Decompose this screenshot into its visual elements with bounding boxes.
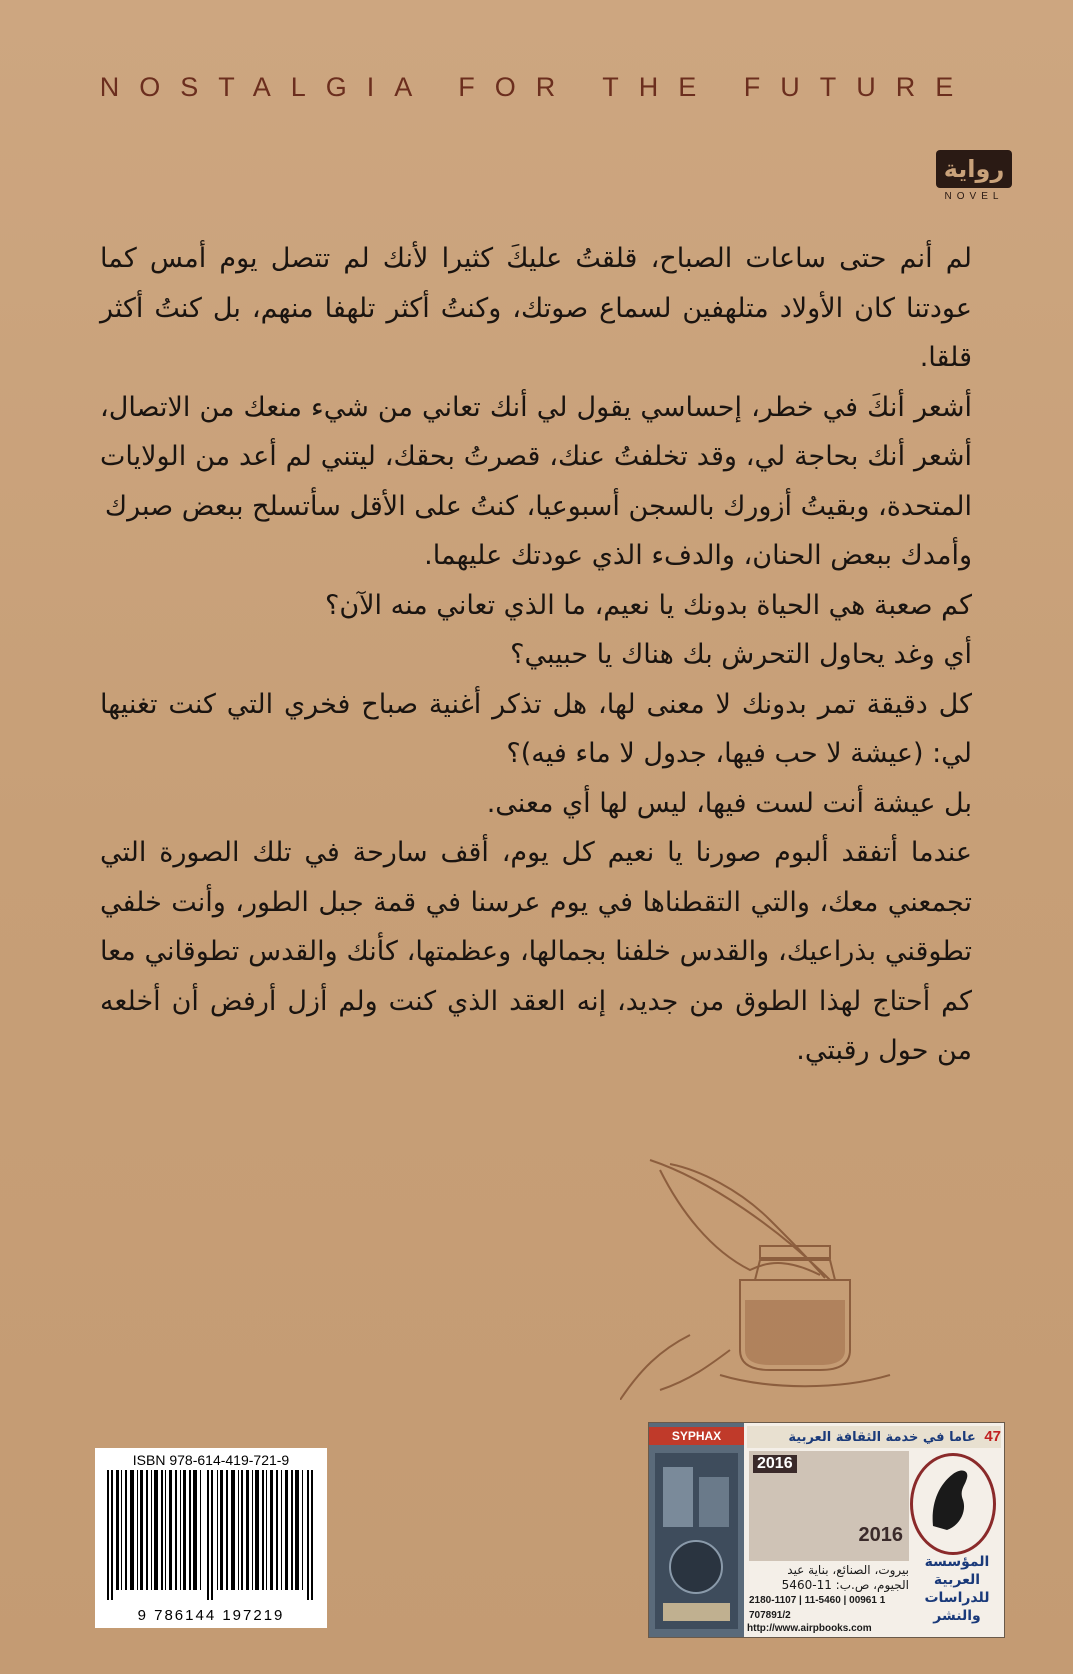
blurb-text <box>100 234 972 1076</box>
horse-emblem-icon <box>913 1456 987 1546</box>
paragraph: كل دقيقة تمر بدونك لا معنى لها، هل تذكر أغنية صباح فخري التي كنت تغنيها لي: (عيشة لا حب فيها، جدول لا ماء فيه)؟ <box>100 688 972 769</box>
publisher-url: http://www.airpbooks.com <box>747 1623 872 1634</box>
paragraph: لم أنم حتى ساعات الصباح، قلقتُ عليكَ كثيرا لأنك لم تتصل يوم أمس كما عودتنا كان الأولاد متلهفين لسماع صوتك، وكنتُ أكثر تلهفا منهم، بل كنتُ أكثر قلقا. <box>100 243 972 373</box>
address-arabic: بيروت، الصنائع، بناية عيد الجيوم، ص.ب: 11-5460 <box>781 1563 909 1592</box>
isbn-barcode <box>95 1448 327 1628</box>
address-phone: 2180-1107 | 11-5460 | 00961 1 707891/2 <box>749 1595 886 1621</box>
paragraph: أشعر أنكَ في خطر، إحساسي يقول لي أنك تعاني من شيء منعك من الاتصال، أشعر أنك بحاجة لي، وقد تخلفتُ عنك، قصرتُ بحقك، ليتني لم أعد من الولايات المتحدة، وبقيتُ أزورك بالسجن أسبوعيا، كنتُ على الأقل سأتسلح ببعض صبرك <box>100 391 972 522</box>
isbn-label: ISBN 978-614-419-721-9 <box>132 1452 290 1468</box>
stamp-year-left: 2016 <box>753 1455 797 1473</box>
ean-digits: 9 786144 197219 <box>137 1607 285 1624</box>
syphax-book-image <box>649 1447 744 1637</box>
publisher-emblem <box>910 1453 996 1555</box>
publisher-banner <box>648 1422 1005 1638</box>
logo-subtitle: NOVEL <box>944 191 1004 202</box>
logo-mark: رواية <box>936 150 1013 188</box>
quill-inkwell-sketch <box>620 1150 920 1400</box>
series-title: NOSTALGIA FOR THE FUTURE <box>99 72 974 102</box>
anniversary-text: عاما في خدمة الثقافة العربية <box>788 1430 976 1445</box>
publisher-name: المؤسسة العربية للدراسات والنشر <box>924 1554 990 1624</box>
anniversary-number: 47 <box>984 1428 1001 1445</box>
syphax-label: SYPHAX <box>649 1427 744 1445</box>
publisher-address <box>749 1563 909 1623</box>
barcode-bars <box>107 1470 315 1600</box>
anniversary-stamp <box>749 1451 909 1561</box>
paragraph: وأمدك ببعض الحنان، والدفء الذي عودتك عليهما. <box>424 540 972 571</box>
paragraph: كم صعبة هي الحياة بدونك يا نعيم، ما الذي تعاني منه الآن؟ <box>325 589 972 621</box>
syphax-panel <box>649 1423 744 1637</box>
publisher-anniversary <box>747 1426 1001 1448</box>
paragraph: عندما أتفقد ألبوم صورنا يا نعيم كل يوم، أقف سارحة في تلك الصورة التي تجمعني معك، والتي التقطناها في يوم عرسنا في قمة جبل الطور، وأنت خلفي تطوقني بذراعيك، والقدس خلفنا بجمالها، وعظمتها، كأنك والقدس تطوقاني معا كم أحتاج لهذا الطوق من جديد، إنه العقد الذي كنت ولم أزل أرفض أن أخلعه من حول رقبتي. <box>100 837 972 1066</box>
stamp-year-right: 2016 <box>858 1524 903 1546</box>
paragraph: أي وغد يحاول التحرش بك هناك يا حبيبي؟ <box>510 639 972 670</box>
novel-logo <box>935 150 1013 202</box>
paragraph: بل عيشة أنت لست فيها، ليس لها أي معنى. <box>486 787 972 819</box>
